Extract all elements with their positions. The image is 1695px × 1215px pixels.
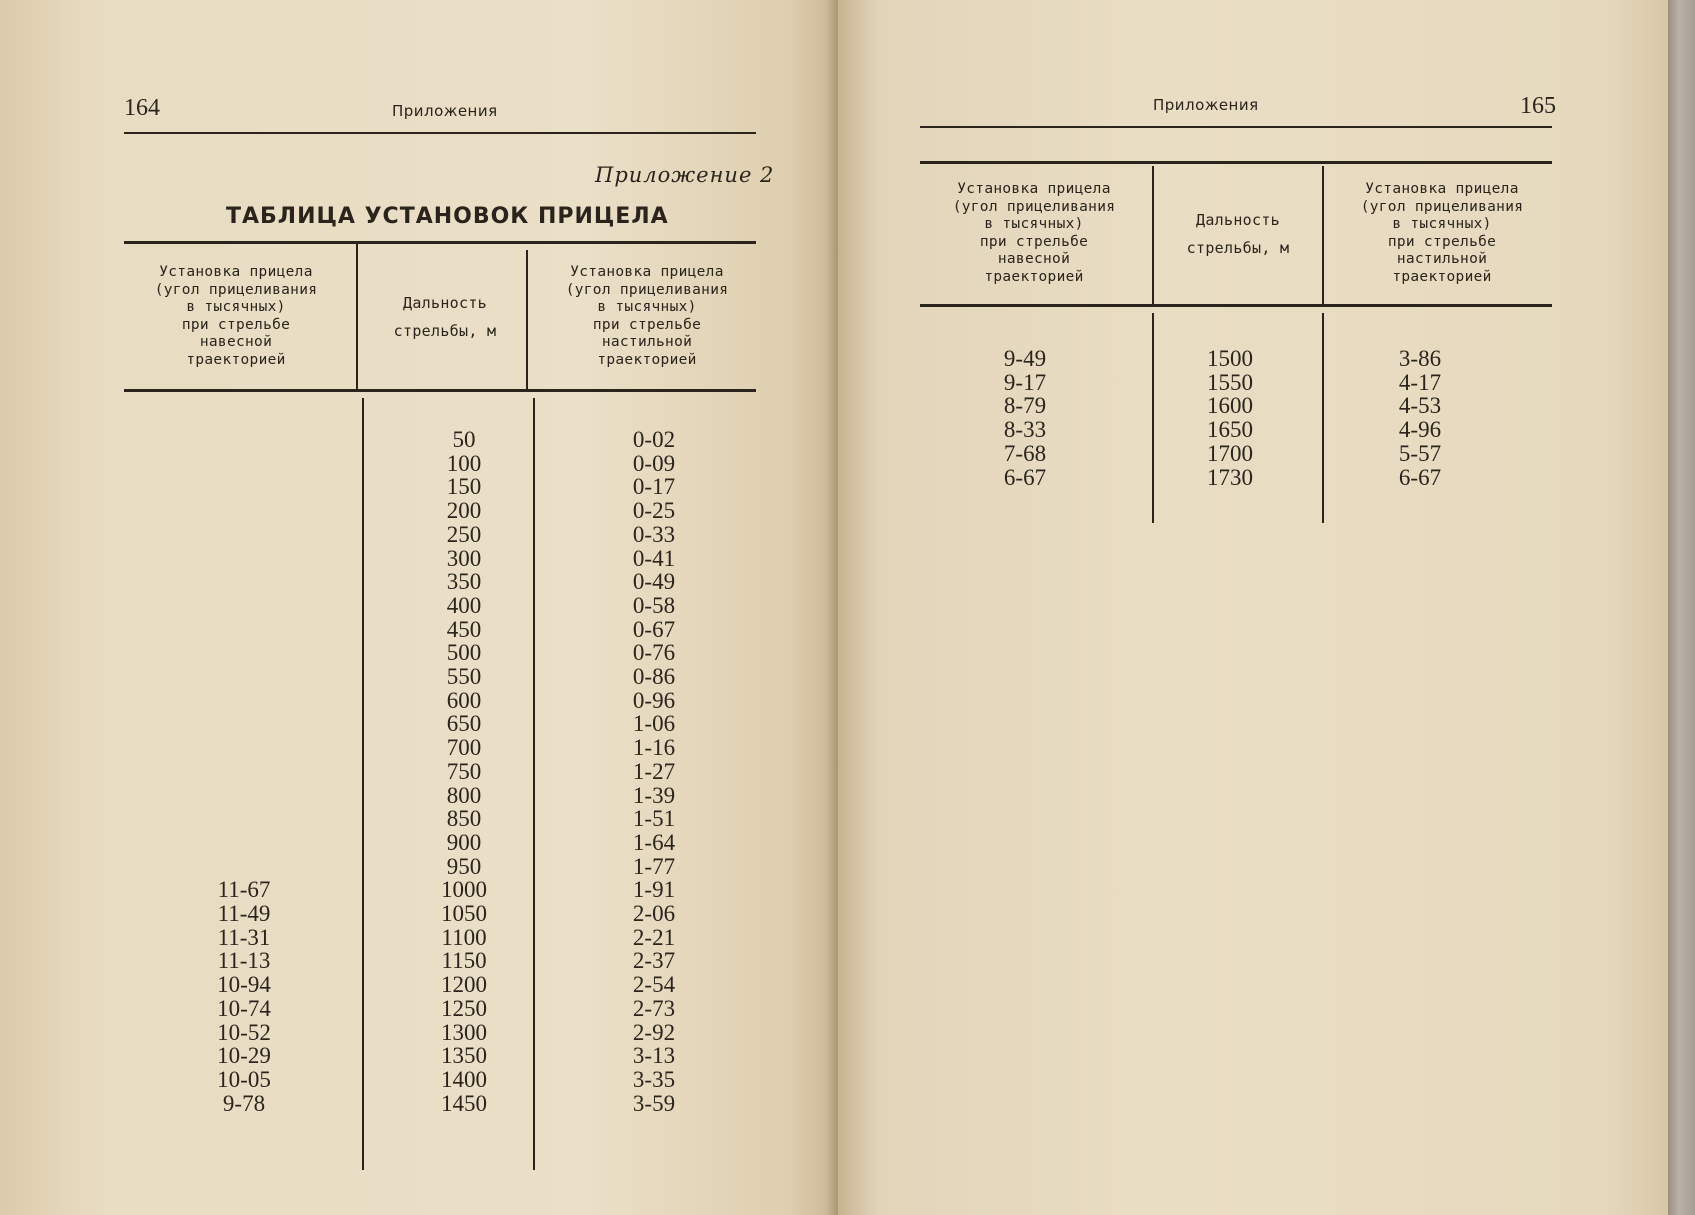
- header-divider: [356, 243, 358, 391]
- table-row: [920, 371, 1552, 395]
- cell-flat-trajectory: 0-67: [632, 616, 676, 642]
- cell-range: 100: [446, 450, 482, 476]
- cell-range: 850: [446, 806, 482, 832]
- cell-high-trajectory: 6-67: [1003, 464, 1047, 490]
- cell-range: 400: [446, 592, 482, 618]
- cell-range: 1600: [1207, 393, 1253, 419]
- column-header-range-line2: стрельбы, м: [1186, 239, 1290, 257]
- cell-high-trajectory: 11-67: [217, 877, 271, 903]
- cell-range: 500: [446, 640, 482, 666]
- table-top-rule: [124, 241, 756, 244]
- cell-flat-trajectory: 0-17: [632, 474, 676, 500]
- cell-range: 350: [446, 569, 482, 595]
- header-divider: [526, 250, 528, 391]
- cell-flat-trajectory: 0-02: [632, 427, 676, 452]
- cell-high-trajectory: 11-13: [217, 948, 271, 974]
- cell-range: 900: [446, 829, 482, 855]
- cell-high-trajectory: 10-05: [217, 1066, 271, 1092]
- table-row: [124, 1021, 756, 1045]
- cell-flat-trajectory: 3-59: [632, 1090, 676, 1116]
- header-rule: [920, 126, 1552, 128]
- cell-flat-trajectory: 1-51: [632, 806, 676, 832]
- cell-high-trajectory: 10-74: [217, 995, 271, 1021]
- table-row: [124, 784, 756, 808]
- cell-range: 1250: [441, 995, 487, 1021]
- cell-flat-trajectory: 0-58: [632, 592, 676, 618]
- column-header-high-trajectory: Установка прицела (угол прицеливания в тысячных) при стрельбе навесной траекторией: [154, 264, 318, 368]
- cell-range: 1300: [441, 1019, 487, 1045]
- cell-range: 950: [446, 853, 482, 879]
- table-row: [124, 807, 756, 831]
- cell-flat-trajectory: 1-16: [632, 735, 676, 761]
- cell-high-trajectory: 10-94: [217, 972, 271, 998]
- table-top-rule: [920, 161, 1552, 164]
- table-row: [124, 997, 756, 1021]
- cell-range: 1000: [441, 877, 487, 903]
- cell-flat-trajectory: 1-27: [632, 758, 676, 784]
- table-row: [920, 347, 1552, 371]
- table-row: [124, 736, 756, 760]
- cell-flat-trajectory: 2-54: [632, 972, 676, 998]
- right-page: [838, 0, 1668, 1215]
- page-number: 164: [124, 95, 160, 121]
- cell-flat-trajectory: 0-09: [632, 450, 676, 476]
- table-row: [124, 570, 756, 594]
- cell-high-trajectory: 9-49: [1003, 346, 1047, 371]
- cell-flat-trajectory: 1-77: [632, 853, 676, 879]
- cell-range: 450: [446, 616, 482, 642]
- table-row: [124, 618, 756, 642]
- table-row: [124, 760, 756, 784]
- table-header-rule: [124, 389, 756, 392]
- table-row: [124, 949, 756, 973]
- header-divider: [1152, 166, 1154, 304]
- table-row: [124, 523, 756, 547]
- table-row: [920, 394, 1552, 418]
- table-row: [124, 973, 756, 997]
- cell-flat-trajectory: 6-67: [1398, 464, 1442, 490]
- table-row: [124, 1044, 756, 1068]
- table-row: [124, 547, 756, 571]
- table-row: [124, 1092, 756, 1116]
- page-number: 165: [1520, 93, 1556, 119]
- cell-flat-trajectory: 0-25: [632, 498, 676, 524]
- cell-range: 1500: [1207, 346, 1253, 371]
- cell-high-trajectory: 8-33: [1003, 417, 1047, 443]
- appendix-label: Приложение 2: [595, 163, 775, 187]
- cell-range: 1700: [1207, 440, 1253, 466]
- table-row: [124, 641, 756, 665]
- table-row: [124, 878, 756, 902]
- table-title: ТАБЛИЦА УСТАНОВОК ПРИЦЕЛА: [226, 204, 669, 229]
- cell-high-trajectory: 9-17: [1003, 369, 1047, 395]
- table-row: [124, 689, 756, 713]
- running-head: Приложения: [392, 102, 498, 120]
- cell-flat-trajectory: 4-17: [1398, 369, 1442, 395]
- cell-range: 550: [446, 664, 482, 689]
- cell-flat-trajectory: 5-57: [1398, 440, 1442, 466]
- column-header-flat-trajectory: Установка прицела (угол прицеливания в тысячных) при стрельбе настильной траекторией: [1360, 181, 1524, 285]
- column-header-range-line1: Дальность: [1196, 211, 1280, 229]
- header-divider: [1322, 166, 1324, 304]
- cell-range: 1400: [441, 1066, 487, 1092]
- cell-range: 800: [446, 782, 482, 808]
- cell-flat-trajectory: 1-06: [632, 711, 676, 737]
- cell-range: 1100: [441, 924, 487, 950]
- column-header-high-trajectory: Установка прицела (угол прицеливания в тысячных) при стрельбе навесной траекторией: [952, 181, 1116, 285]
- cell-high-trajectory: 10-52: [217, 1019, 271, 1045]
- left-page: [0, 0, 838, 1215]
- cell-range: 1050: [441, 901, 487, 926]
- table-row: [124, 594, 756, 618]
- column-header-range: [1153, 211, 1323, 257]
- table-row: [124, 926, 756, 950]
- cell-high-trajectory: 8-79: [1003, 393, 1047, 419]
- cell-flat-trajectory: 0-41: [632, 545, 676, 571]
- cell-range: 1730: [1207, 464, 1253, 490]
- cell-flat-trajectory: 0-76: [632, 640, 676, 666]
- cell-range: 1350: [441, 1043, 487, 1069]
- running-head: Приложения: [1153, 96, 1259, 114]
- cell-flat-trajectory: 0-33: [632, 521, 676, 547]
- table-row: [920, 418, 1552, 442]
- table-row: [920, 442, 1552, 466]
- table-row: [920, 466, 1552, 490]
- column-header-range-line1: Дальность: [403, 294, 487, 312]
- cell-flat-trajectory: 2-73: [632, 995, 676, 1021]
- cell-flat-trajectory: 1-39: [632, 782, 676, 808]
- cell-range: 150: [446, 474, 482, 500]
- cell-range: 1650: [1207, 417, 1253, 443]
- cell-flat-trajectory: 0-96: [632, 687, 676, 713]
- cell-range: 650: [446, 711, 482, 737]
- column-header-range: [360, 294, 530, 340]
- table-row: [124, 452, 756, 476]
- cell-flat-trajectory: 2-92: [632, 1019, 676, 1045]
- cell-range: 1450: [441, 1090, 487, 1116]
- cell-flat-trajectory: 1-91: [632, 877, 676, 903]
- table-row: [124, 428, 756, 452]
- table-row: [124, 712, 756, 736]
- cell-high-trajectory: 11-31: [217, 924, 271, 950]
- cell-range: 1150: [441, 948, 487, 974]
- table-row: [124, 902, 756, 926]
- cell-high-trajectory: 10-29: [217, 1043, 271, 1069]
- cell-high-trajectory: 11-49: [217, 901, 271, 926]
- column-header-flat-trajectory: Установка прицела (угол прицеливания в тысячных) при стрельбе настильной траекторией: [565, 264, 729, 368]
- sight-table-body-continued: [920, 347, 1552, 507]
- cell-flat-trajectory: 0-86: [632, 664, 676, 689]
- cell-flat-trajectory: 3-86: [1398, 346, 1442, 371]
- cell-range: 300: [446, 545, 482, 571]
- book-edge: [1668, 0, 1695, 1215]
- cell-flat-trajectory: 4-96: [1398, 417, 1442, 443]
- cell-high-trajectory: 7-68: [1003, 440, 1047, 466]
- cell-flat-trajectory: 3-13: [632, 1043, 676, 1069]
- cell-flat-trajectory: 2-06: [632, 901, 676, 926]
- table-row: [124, 1068, 756, 1092]
- cell-flat-trajectory: 0-49: [632, 569, 676, 595]
- header-rule: [124, 132, 756, 134]
- cell-range: 250: [446, 521, 482, 547]
- table-row: [124, 855, 756, 879]
- cell-range: 200: [446, 498, 482, 524]
- table-row: [124, 665, 756, 689]
- cell-flat-trajectory: 2-37: [632, 948, 676, 974]
- column-header-range-line2: стрельбы, м: [393, 322, 497, 340]
- cell-range: 700: [446, 735, 482, 761]
- cell-flat-trajectory: 1-64: [632, 829, 676, 855]
- sight-table-body: [124, 428, 756, 1128]
- cell-flat-trajectory: 3-35: [632, 1066, 676, 1092]
- cell-high-trajectory: 9-78: [222, 1090, 266, 1116]
- table-row: [124, 499, 756, 523]
- table-row: [124, 831, 756, 855]
- cell-range: 1200: [441, 972, 487, 998]
- table-header-rule: [920, 304, 1552, 307]
- cell-flat-trajectory: 4-53: [1398, 393, 1442, 419]
- cell-range: 750: [446, 758, 482, 784]
- cell-range: 50: [452, 427, 476, 452]
- cell-range: 1550: [1207, 369, 1253, 395]
- cell-range: 600: [446, 687, 482, 713]
- cell-flat-trajectory: 2-21: [632, 924, 676, 950]
- table-row: [124, 475, 756, 499]
